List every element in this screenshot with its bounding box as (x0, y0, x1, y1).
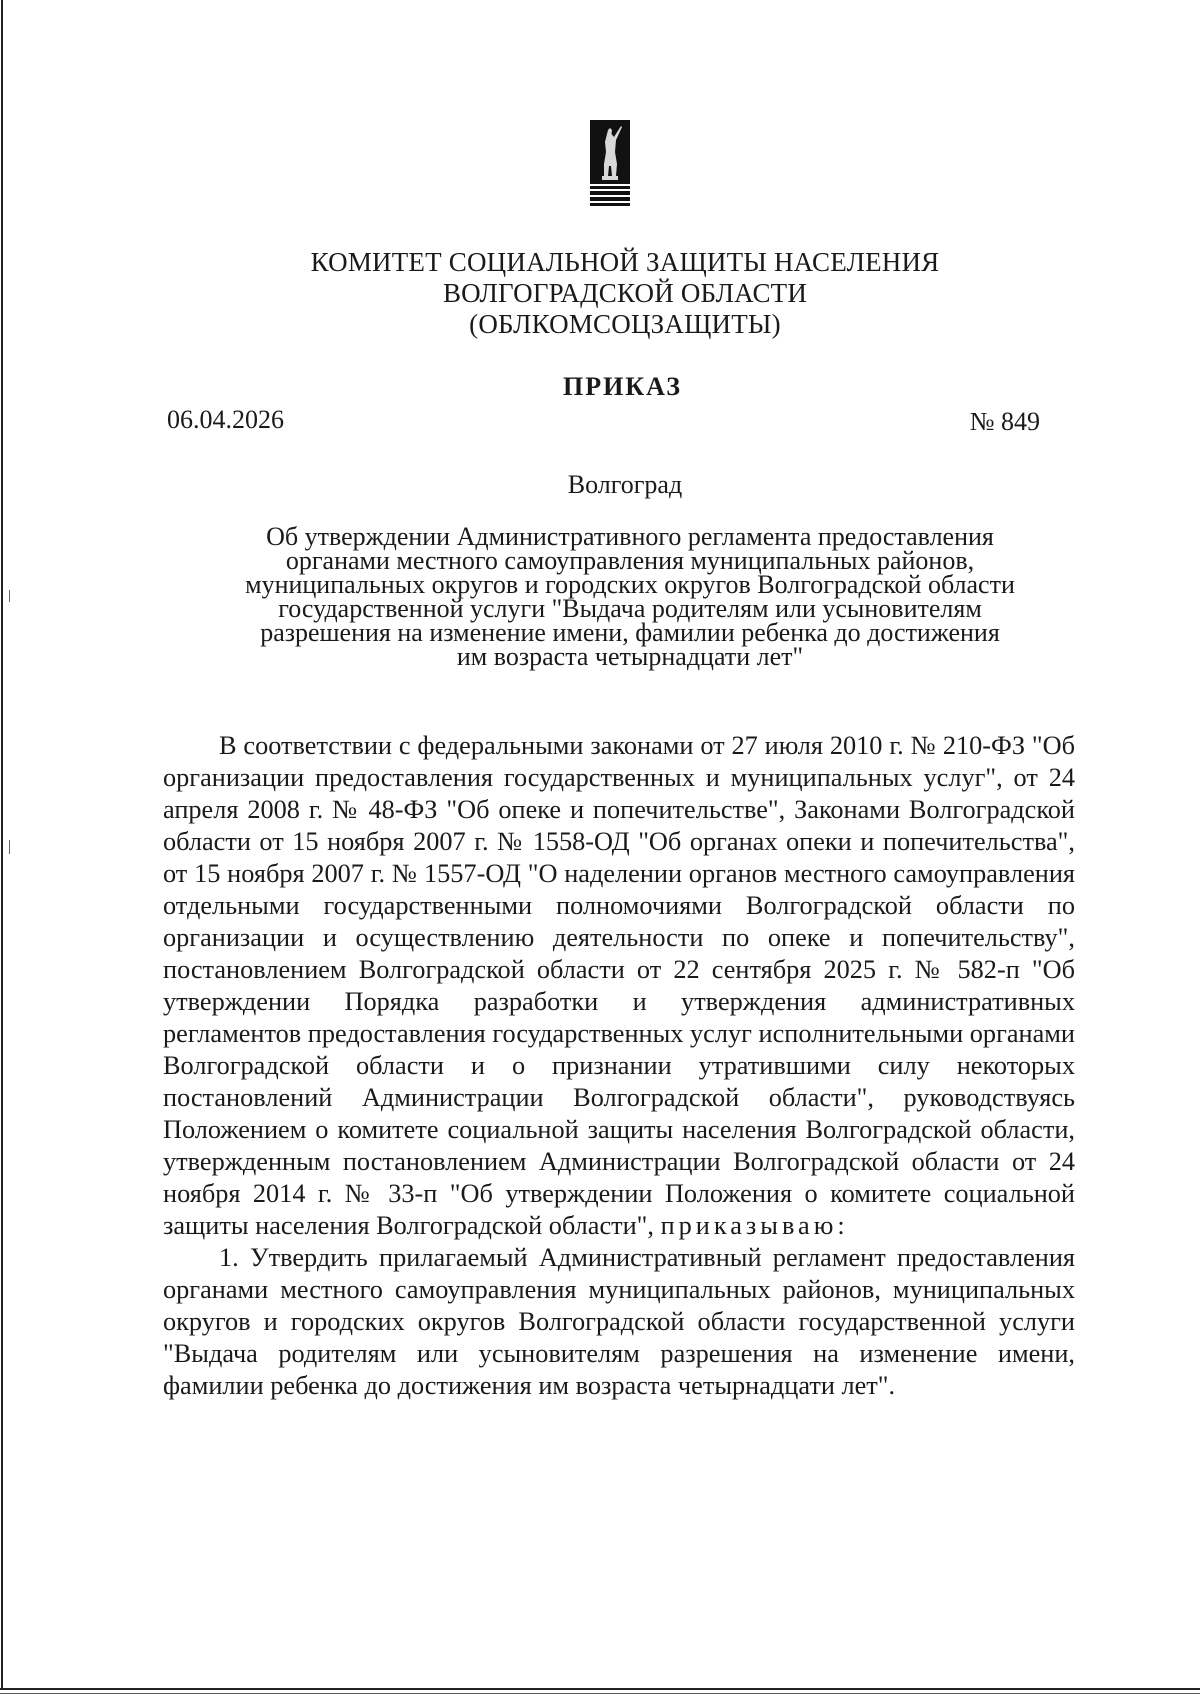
order-date: 06.04.2026 (167, 405, 284, 434)
subject-line: органами местного самоуправления муниципальных районов, (285, 546, 975, 575)
subject-line: муниципальных округов и городских округов Волгоградской области (245, 570, 1015, 599)
order-item-1: 1. Утвердить прилагаемый Административный регламент предоставления органами местного самоуправления муниципальных районов, муниципальных округов и городских округов Волгоградской области государственной услуги "Выдача родителям или усыновителям разрешения на изменение имени, фамилии ребенка до достижения им возраста четырнадцати лет". (163, 1243, 1075, 1400)
city: Волгоград (567, 470, 683, 499)
org-line-1: КОМИТЕТ СОЦИАЛЬНОЙ ЗАЩИТЫ НАСЕЛЕНИЯ (310, 247, 940, 277)
order-subject (180, 522, 1080, 671)
subject-line: Об утверждении Административного регламента предоставления (266, 522, 994, 551)
order-number: № 849 (969, 407, 1040, 436)
subject-line: государственной услуги "Выдача родителям или усыновителям (278, 594, 982, 623)
order-body (163, 730, 1075, 1402)
order-word: приказываю: (660, 1211, 849, 1240)
volgograd-coat-of-arms-icon (590, 120, 630, 206)
scan-margin-mark (9, 590, 10, 602)
org-line-2: ВОЛГОГРАДСКОЙ ОБЛАСТИ (442, 278, 808, 308)
org-line-3: (ОБЛКОМСОЦЗАЩИТЫ) (469, 309, 781, 339)
preamble-paragraph (163, 730, 1075, 1242)
scan-edge-bottom (0, 1688, 1200, 1690)
document-type: ПРИКАЗ (562, 372, 683, 401)
subject-line: им возраста четырнадцати лет" (456, 642, 804, 671)
organization-name (0, 247, 1200, 340)
scan-edge-bottom-secondary (0, 1693, 1200, 1694)
preamble-text: В соответствии с федеральными законами от 27 июля 2010 г. № 210-ФЗ "Об организации предоставления государственных и муниципальных услуг", от 24 апреля 2008 г. № 48-ФЗ "Об опеке и попечительстве", Законами Волгоградской области от 15 ноября 2007 г. № 1558-ОД "Об органах опеки и попечительства", от 15 ноября 2007 г. № 1557-ОД "О наделении органов местного самоуправления отдельными государственными полномочиями Волгоградской области по организации и осуществлению деятельности по опеке и попечительству", постановлением Волгоградской области от 22 сентября 2025 г. № 582-п "Об утверждении Порядка разработки и утверждения административных регламентов предоставления государственных услуг исполнительными органами Волгоградской области и о признании утратившими силу некоторых постановлений Администрации Волгоградской области", руководствуясь Положением о комитете социальной защиты населения Волгоградской области, утвержденным постановлением Администрации Волгоградской области от 24 ноября 2014 г. № 33-п "Об утверждении Положения о комитете социальной защиты населения Волгоградской области", (163, 731, 1075, 1240)
subject-line: разрешения на изменение имени, фамилии ребенка до достижения (260, 618, 1000, 647)
scan-margin-mark (9, 840, 10, 854)
